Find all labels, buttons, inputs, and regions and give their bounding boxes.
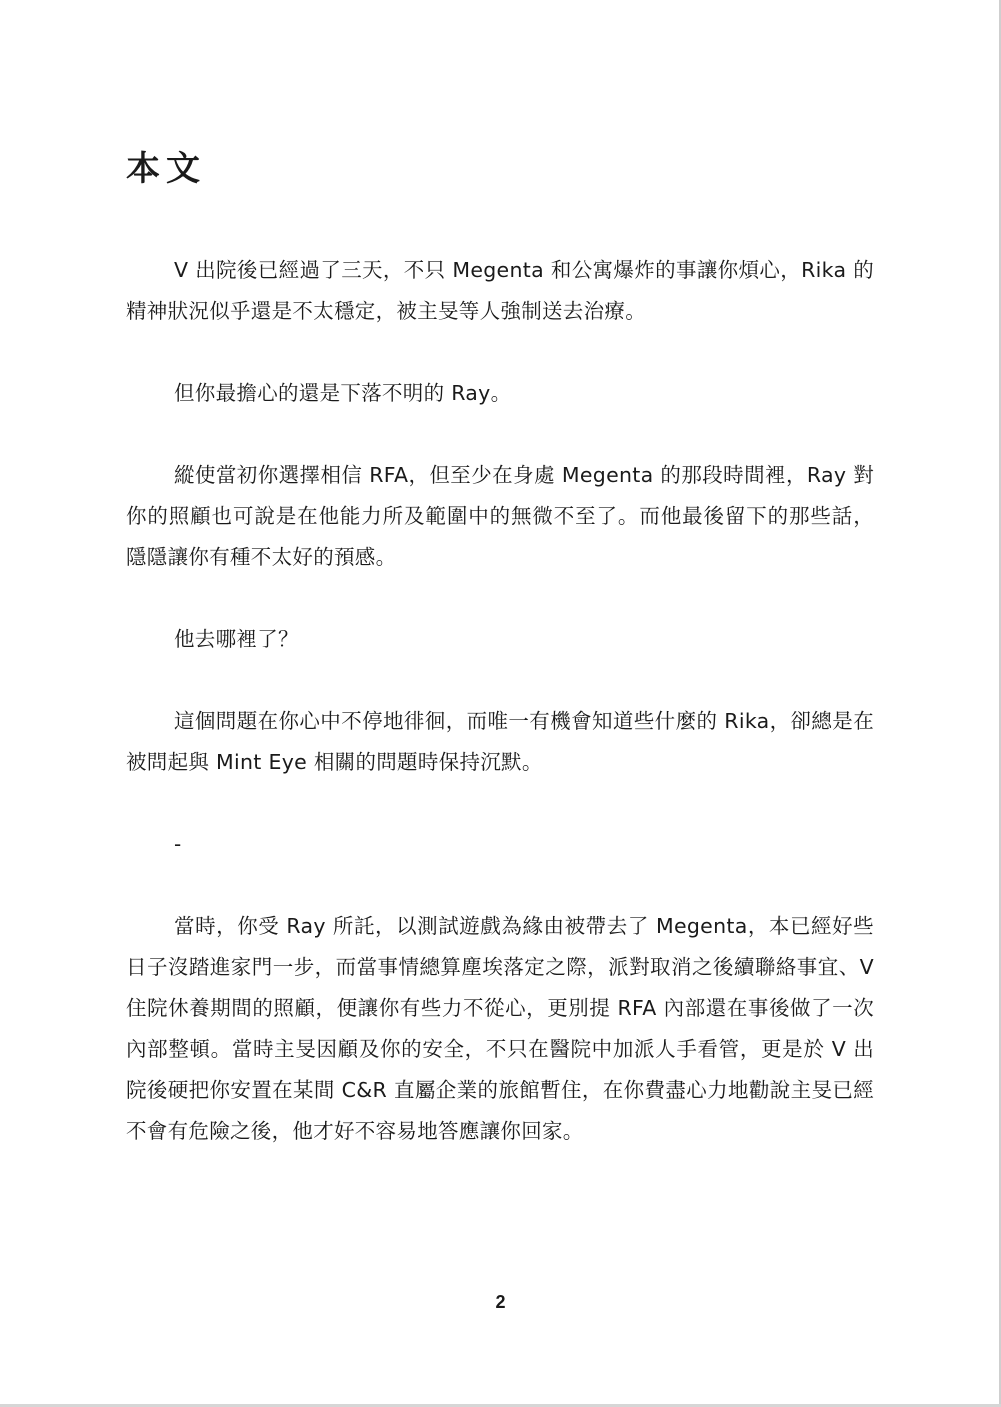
paragraph: 這個問題在你心中不停地徘徊，而唯一有機會知道些什麼的 Rika，卻總是在被問起與 Mint Eye 相關的問題時保持沉默。 [126,709,874,774]
paragraph: V 出院後已經過了三天，不只 Megenta 和公寓爆炸的事讓你煩心，Rika 的精神狀況似乎還是不太穩定，被主旻等人強制送去治療。 [126,258,874,323]
page-number: 2 [495,1292,506,1312]
paragraph: 當時，你受 Ray 所託，以測試遊戲為緣由被帶去了 Megenta，本已經好些日子沒踏進家門一步，而當事情總算塵埃落定之際，派對取消之後續聯絡事宜、V 住院休養期間的照顧，便讓你有些力不從心，更別提 RFA 內部還在事後做了一次內部整頓。當時主旻因顧及你的安全，不只在醫院中加派人手看管，更是於 V 出院後硬把你安置在某間 C&R 直屬企業的旅館暫住，在你費盡心力地勸說主旻已經不會有危險之後，他才好不容易地答應讓你回家。 [126,914,874,1143]
paragraph: 他去哪裡了？ [174,627,299,651]
section-separator: - [174,832,182,856]
body-text [126,250,874,1152]
paragraph: 縱使當初你選擇相信 RFA，但至少在身處 Megenta 的那段時間裡，Ray 對你的照顧也可說是在他能力所及範圍中的無微不至了。而他最後留下的那些話，隱隱讓你有種不太好的預感。 [126,463,874,569]
paragraph: 但你最擔心的還是下落不明的 Ray。 [174,381,512,405]
chapter-title: 本文 [126,149,206,189]
